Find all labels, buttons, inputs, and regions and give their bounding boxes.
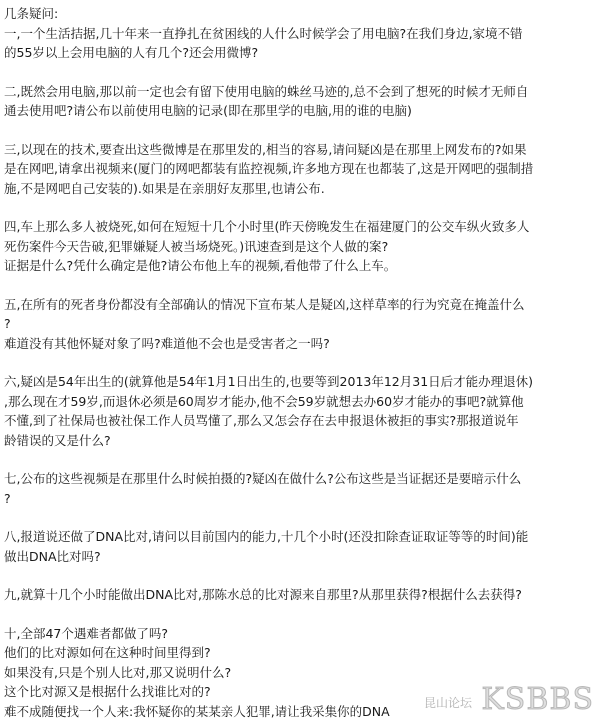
paragraph-line: 十,全部47个遇难者都做了吗? [4,625,169,641]
paragraph-line: 二,既然会用电脑,那以前一定也会有留下使用电脑的蛛丝马迹的,总不会到了想死的时候才无师自 [4,83,529,99]
question-paragraph [4,372,596,450]
question-paragraph [4,295,596,354]
paragraph-line: 通去使用吧?请公布以前使用电脑的记录(即在那里学的电脑,用的谁的电脑) [4,103,412,118]
question-paragraph [4,469,596,508]
question-paragraph [4,527,596,566]
paragraph-line: 九,就算十几个小时能做出DNA比对,那陈水总的比对源来自那里?从那里获得?根据什么去获得? [4,587,522,602]
question-paragraph [4,585,596,605]
question-paragraph [4,82,596,121]
paragraph-line: 死伤案件今天告破,犯罪嫌疑人被当场烧死。)讯速查到是这个人做的案? [4,238,389,254]
paragraph-line: 的55岁以上会用电脑的人有几个?还会用微博? [4,45,259,60]
paragraph-line: 六,疑凶是54年出生的(就算他是54年1月1日出生的,也要等到2013年12月31日后才能办理退休) [4,374,534,389]
paragraph-line: 他们的比对源如何在这种时间里得到? [4,645,211,660]
paragraph-line: 四,车上那么多人被烧死,如何在短短十几个小时里(昨天傍晚发生在福建厦门的公交车纵火致多人 [4,219,530,234]
paragraph-line: 三,以现在的技术,要查出这些微博是在那里发的,相当的容易,请问疑凶是在那里上网发布的?如果 [4,141,527,157]
paragraph-line: 八,报道说还做了DNA比对,请问以目前国内的能力,十几个小时(还没扣除查证取证等等的时间)能 [4,529,529,544]
paragraph-line: ? [4,490,11,506]
paragraph-line: ,那么现在才59岁,而退休必须是60周岁才能办,他不会59岁就想去办60岁才能办的事吧?就算他 [4,393,524,409]
paragraph-line: 施,不是网吧自己安装的).如果是在亲朋好友那里,也请公布. [4,180,325,196]
watermark-text: 昆山论坛 [424,696,473,710]
watermark-logo: KSBBS [481,682,594,717]
question-paragraph [4,24,596,63]
question-paragraph [4,140,596,199]
paragraph-line: 龄错误的又是什么? [4,432,111,448]
paragraph-line: 做出DNA比对吗? [4,548,101,564]
paragraph-line: 五,在所有的死者身份都没有全部确认的情况下宣布某人是疑凶,这样草率的行为究竟在掩盖什么 [4,296,525,312]
paragraph-line: 难不成随便找一个人来:我怀疑你的某某亲人犯罪,请让我采集你的DNA [4,703,390,719]
document-title: 几条疑问: [4,6,59,21]
paragraph-line: 如果没有,只是个别人比对,那又说明什么? [4,664,232,680]
question-list [4,24,596,721]
paragraph-line: 证据是什么?凭什么确定是他?请公布他上车的视频,看他带了什么上车。 [4,258,397,273]
paragraph-line: 这个比对源又是根据什么找谁比对的? [4,684,211,699]
paragraph-line: 一,一个生活拮据,几十年来一直挣扎在贫困线的人什么时候学会了用电脑?在我们身边,家境不错 [4,25,523,41]
paragraph-line: ? [4,316,11,331]
question-paragraph [4,624,596,721]
document-body [4,0,596,721]
question-paragraph [4,217,596,276]
paragraph-line: 是在网吧,请拿出视频来(厦门的网吧都装有监控视频,许多地方现在也都装了,这是开网吧的强制措 [4,161,534,176]
paragraph-line: 难道没有其他怀疑对象了吗?难道他不会也是受害者之一吗? [4,335,330,351]
paragraph-line: 七,公布的这些视频是在那里什么时候拍摄的?疑凶在做什么?公布这些是当证据还是要暗示什么 [4,471,522,486]
paragraph-line: 不懂,到了社保局也被社保工作人员骂懂了,那么又怎会存在去申报退休被拒的事实?那报道说年 [4,413,519,428]
